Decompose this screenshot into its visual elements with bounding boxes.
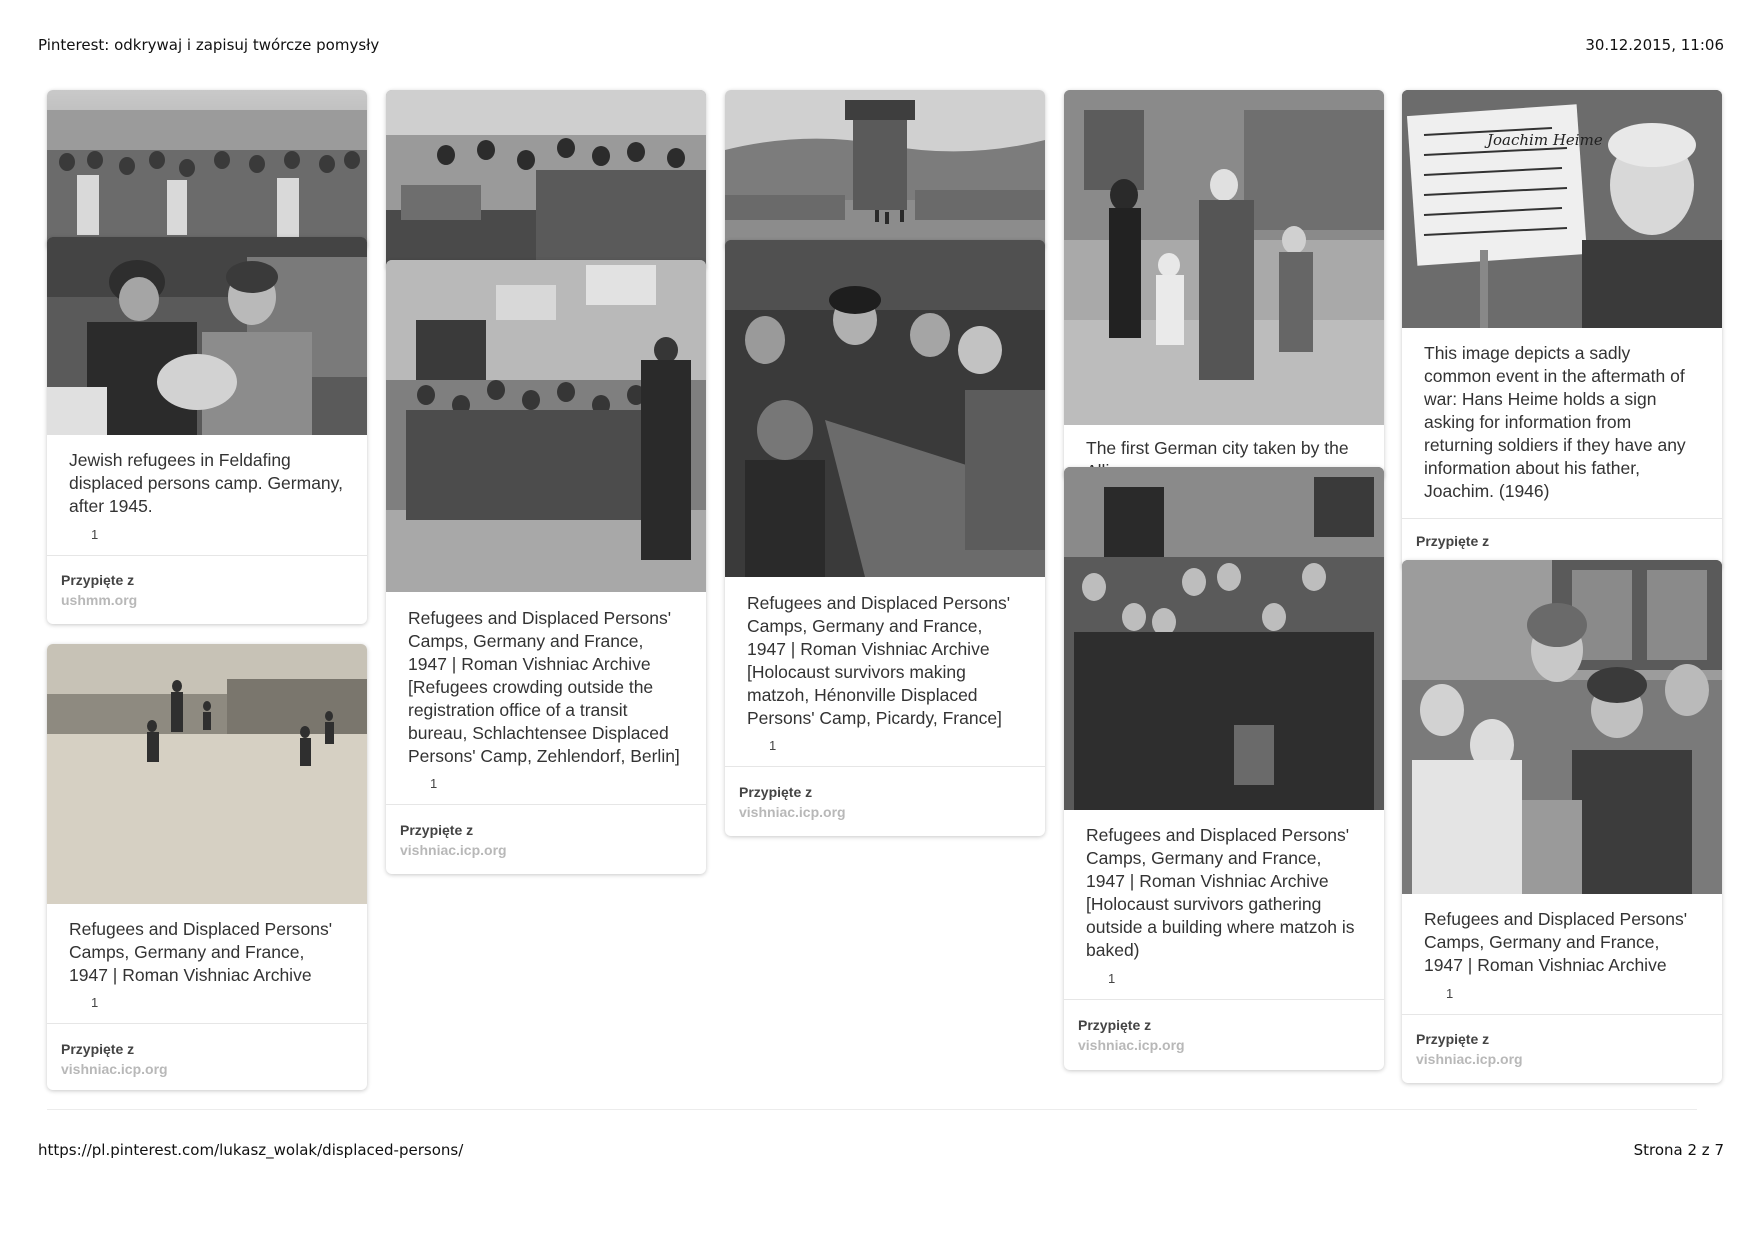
repin-count: 1 [769, 738, 777, 753]
pin-card[interactable] [1402, 90, 1722, 570]
pin-card[interactable] [386, 260, 706, 874]
pinned-from-label: Przypięte z [1416, 533, 1490, 549]
pin-source-link[interactable]: vishniac.icp.org [61, 1061, 168, 1077]
pin-card[interactable] [725, 90, 1045, 250]
pin-image[interactable] [1064, 467, 1384, 810]
pinned-from-label: Przypięte z [61, 1041, 135, 1057]
page-title: Pinterest: odkrywaj i zapisuj twórcze pomysły [38, 36, 380, 54]
pin-image[interactable] [386, 260, 706, 592]
pin-description: Refugees and Displaced Persons' Camps, Germany and France, 1947 | Roman Vishniac Archive [1424, 909, 1688, 975]
pinned-from-label: Przypięte z [739, 784, 813, 800]
pin-source-link[interactable]: vishniac.icp.org [400, 842, 507, 858]
pinned-from-label: Przypięte z [1078, 1017, 1152, 1033]
pin-description: Refugees and Displaced Persons' Camps, Germany and France, 1947 | Roman Vishniac Archive [Holocaust survivors making matzoh, Hénonville Displaced Persons' Camp, Picardy, France] [747, 593, 1011, 728]
pin-image[interactable] [1064, 90, 1384, 425]
repin-count: 1 [91, 527, 99, 542]
pinned-from-label: Przypięte z [400, 822, 474, 838]
divider [47, 1109, 1697, 1110]
divider [47, 1023, 367, 1024]
divider [725, 766, 1045, 767]
repin-count: 1 [91, 995, 99, 1010]
repin-count: 1 [1446, 986, 1454, 1001]
pin-image[interactable] [47, 644, 367, 904]
pin-image[interactable] [725, 240, 1045, 577]
pinned-from-label: Przypięte z [61, 572, 135, 588]
page-url: https://pl.pinterest.com/lukasz_wolak/displaced-persons/ [38, 1141, 464, 1159]
pin-source-link[interactable]: vishniac.icp.org [1078, 1037, 1185, 1053]
pin-image[interactable] [47, 237, 367, 435]
pin-description: The first German city taken by the [1086, 438, 1349, 458]
print-datetime: 30.12.2015, 11:06 [1585, 36, 1724, 54]
pinned-from-label: Przypięte z [1416, 1031, 1490, 1047]
pin-description: Refugees and Displaced Persons' Camps, Germany and France, 1947 | Roman Vishniac Archive [Refugees crowding outside the registration office of a transit bureau, Schlachtensee Displaced Persons' Camp, Zehlendorf, Berlin] [408, 608, 680, 766]
divider [386, 804, 706, 805]
pin-description: This image depicts a sadly common event in the aftermath of war: Hans Heime holds a sign asking for information from returning soldiers if they have any information about his father, Joachim. (1946) [1424, 343, 1686, 501]
pin-card[interactable] [725, 240, 1045, 836]
pin-image[interactable] [1402, 90, 1722, 328]
pin-image[interactable] [386, 90, 706, 270]
pin-description: Refugees and Displaced Persons' Camps, Germany and France, 1947 | Roman Vishniac Archive [69, 919, 333, 985]
pin-source-link[interactable]: ushmm.org [61, 592, 138, 608]
divider [1402, 518, 1722, 519]
pin-source-link[interactable]: vishniac.icp.org [739, 804, 846, 820]
pin-card[interactable] [1064, 90, 1384, 480]
divider [1402, 1014, 1722, 1015]
pin-card[interactable] [1402, 560, 1722, 1083]
pin-card[interactable] [47, 237, 367, 624]
repin-count: 1 [430, 776, 438, 791]
repin-count: 1 [1108, 971, 1116, 986]
pin-card[interactable] [47, 644, 367, 1090]
pin-source-link[interactable]: vishniac.icp.org [1416, 1051, 1523, 1067]
pin-image[interactable] [725, 90, 1045, 250]
pin-image[interactable] [47, 90, 367, 250]
pin-image[interactable] [1402, 560, 1722, 894]
pin-card[interactable] [1064, 467, 1384, 1070]
divider [1064, 999, 1384, 1000]
pin-card[interactable] [386, 90, 706, 270]
sign-text: Joachim Heime [1487, 131, 1603, 149]
pin-description: Jewish refugees in Feldafing displaced persons camp. Germany, after 1945. [69, 450, 343, 516]
pin-description: Refugees and Displaced Persons' Camps, Germany and France, 1947 | Roman Vishniac Archive [Holocaust survivors gathering outside a building where matzoh is baked) [1086, 825, 1355, 960]
divider [47, 555, 367, 556]
page-number: Strona 2 z 7 [1633, 1141, 1724, 1159]
pin-card[interactable] [47, 90, 367, 250]
